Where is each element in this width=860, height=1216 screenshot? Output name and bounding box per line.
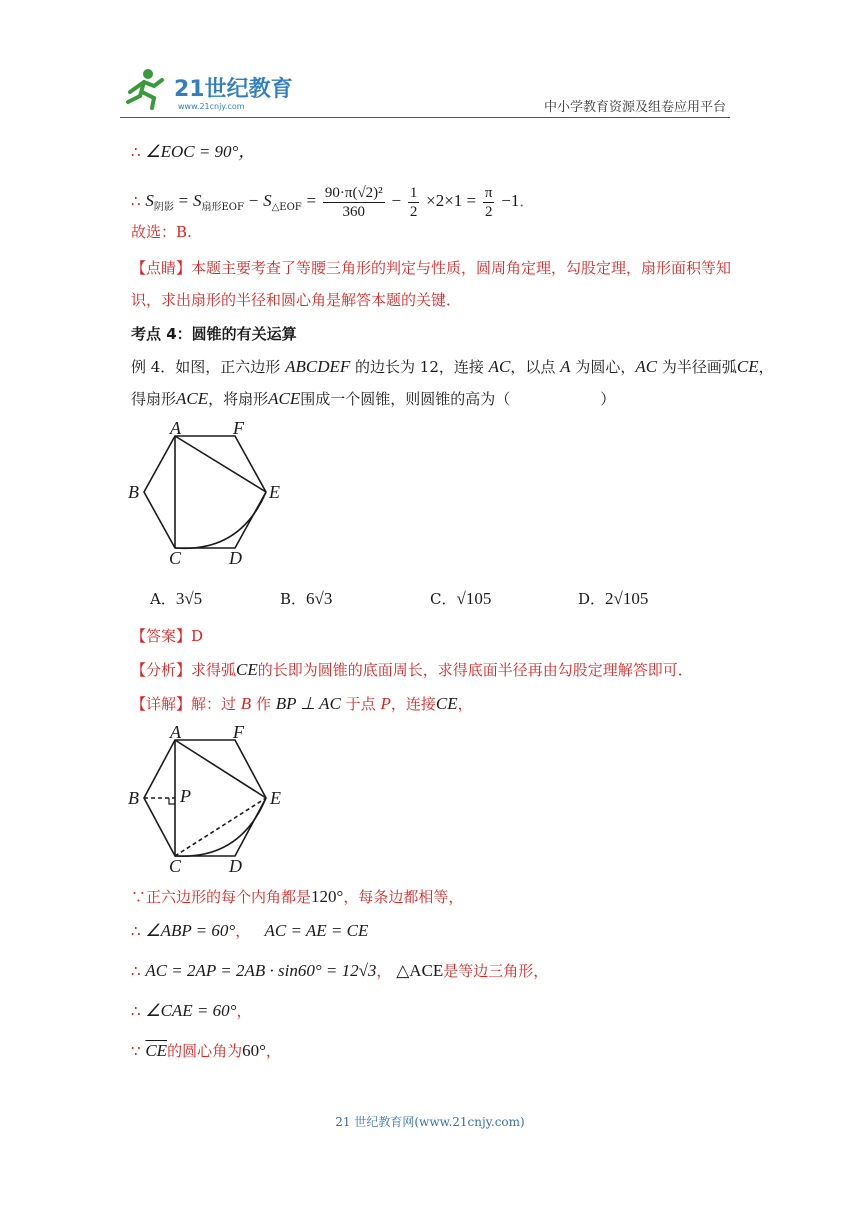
section-title: 考点 4：圆锥的有关运算 xyxy=(131,325,297,343)
page-header xyxy=(120,62,730,122)
comment-line-1: 【点睛】本题主要考查了等腰三角形的判定与性质，圆周角定理，勾股定理，扇形面积等知 xyxy=(131,259,732,277)
analysis-line: 【分析】求得弧CE的长即为圆锥的底面周长，求得底面半径再由勾股定理解答即可． xyxy=(131,660,693,679)
logo-text: 21世纪教育 xyxy=(174,77,293,102)
therefore-symbol: ∴ xyxy=(131,192,141,210)
logo-21cnjy xyxy=(120,62,320,114)
label-c: C xyxy=(169,856,182,876)
option-c[interactable]: C．√105 xyxy=(430,589,492,608)
line-angle-eoc xyxy=(131,141,255,163)
option-a[interactable]: A．3√5 xyxy=(150,589,203,608)
label-b: B xyxy=(128,482,139,502)
solution-line-3: ∴ AC = 2AP = 2AB · sin60° = 12√3， △ACE是等边三角形， xyxy=(131,961,549,980)
platform-title: 中小学教育资源及组卷应用平台 xyxy=(543,100,726,115)
label-a: A xyxy=(170,418,181,438)
choose-line: 故选：B. xyxy=(131,223,192,241)
label-a: A xyxy=(170,722,181,742)
option-d[interactable]: D．2√105 xyxy=(578,589,649,608)
label-f: F xyxy=(233,418,244,438)
line-area-formula: ∴ $S_{阴影} = S_{扇形EOF} - S_{\triangle EOF}$ = $\frac{\text{90·π(√2)²}}{360}$ − $\frac{1}{2}$ ×2×1 = $\frac{\pi}{2}$ −1． xyxy=(131,184,535,220)
label-e: E xyxy=(269,482,280,502)
option-b[interactable]: B．6√3 xyxy=(280,589,333,608)
solution-line-4: ∴ ∠CAE = 60°， xyxy=(131,1001,252,1020)
s-symbol: S xyxy=(263,191,272,210)
runner-icon xyxy=(128,69,162,108)
label-e: E xyxy=(270,788,281,808)
hexagon-figure-1 xyxy=(120,418,295,568)
example-line-2: 得扇形ACE，将扇形ACE围成一个圆锥，则圆锥的高为（ ） xyxy=(131,389,616,408)
minus-one: −1 xyxy=(501,191,520,210)
period: ． xyxy=(519,192,535,210)
segment-ce-dashed xyxy=(175,798,266,856)
s-symbol: S xyxy=(192,191,202,210)
sub-sector: 扇形EOF xyxy=(201,202,244,213)
sub-triangle: △EOF xyxy=(271,202,302,213)
times-expr: ×2×1 = xyxy=(426,191,477,210)
therefore-symbol: ∴ xyxy=(131,143,141,161)
label-d: D xyxy=(229,856,242,876)
fraction-pi-half: $\frac{\pi}{2}$ xyxy=(484,184,493,220)
example-line-1: 例 4．如图，正六边形 ABCDEF 的边长为 12，连接 AC，以点 A 为圆心，AC 为半径画弧CE， xyxy=(131,357,774,376)
s-symbol: S xyxy=(145,191,154,210)
answer-line: 【答案】D xyxy=(131,627,204,645)
fraction-sector: $\frac{\text{90·π(√2)²}}{360}$ xyxy=(324,184,383,220)
detail-line: 【详解】解：过 B 作 BP ⊥ AC 于点 P，连接CE， xyxy=(131,694,473,713)
arc-ce xyxy=(175,492,266,548)
hexagon-outline xyxy=(144,740,266,856)
label-f: F xyxy=(233,722,244,742)
solution-line-1: ∵正六边形的每个内角都是120°，每条边都相等， xyxy=(131,887,464,906)
label-p: P xyxy=(180,786,191,806)
page-footer: 21 世纪教育网(www.21cnjy.com) xyxy=(335,1115,525,1129)
right-angle-mark xyxy=(169,798,175,804)
hexagon-outline xyxy=(144,436,266,548)
sub-shadow: 阴影 xyxy=(153,202,174,213)
label-d: D xyxy=(229,548,242,568)
solution-line-5: ∵ $\overline{CE}$的圆心角为60°， xyxy=(131,1041,281,1060)
segment-ae xyxy=(175,436,266,492)
fraction-half: $\frac{1}{2}$ xyxy=(409,184,418,220)
header-divider xyxy=(120,117,730,118)
hexagon-figure-2 xyxy=(120,722,295,877)
logo-url: www.21cnjy.com xyxy=(178,102,245,111)
solution-line-2: ∴ ∠ABP = 60°， AC = AE = CE xyxy=(131,921,369,940)
angle-eoc: ∠EOC = 90°， xyxy=(145,142,256,161)
comment-line-2: 识，求出扇形的半径和圆心角是解答本题的关键． xyxy=(131,291,462,309)
label-c: C xyxy=(169,548,182,568)
label-b: B xyxy=(128,788,139,808)
